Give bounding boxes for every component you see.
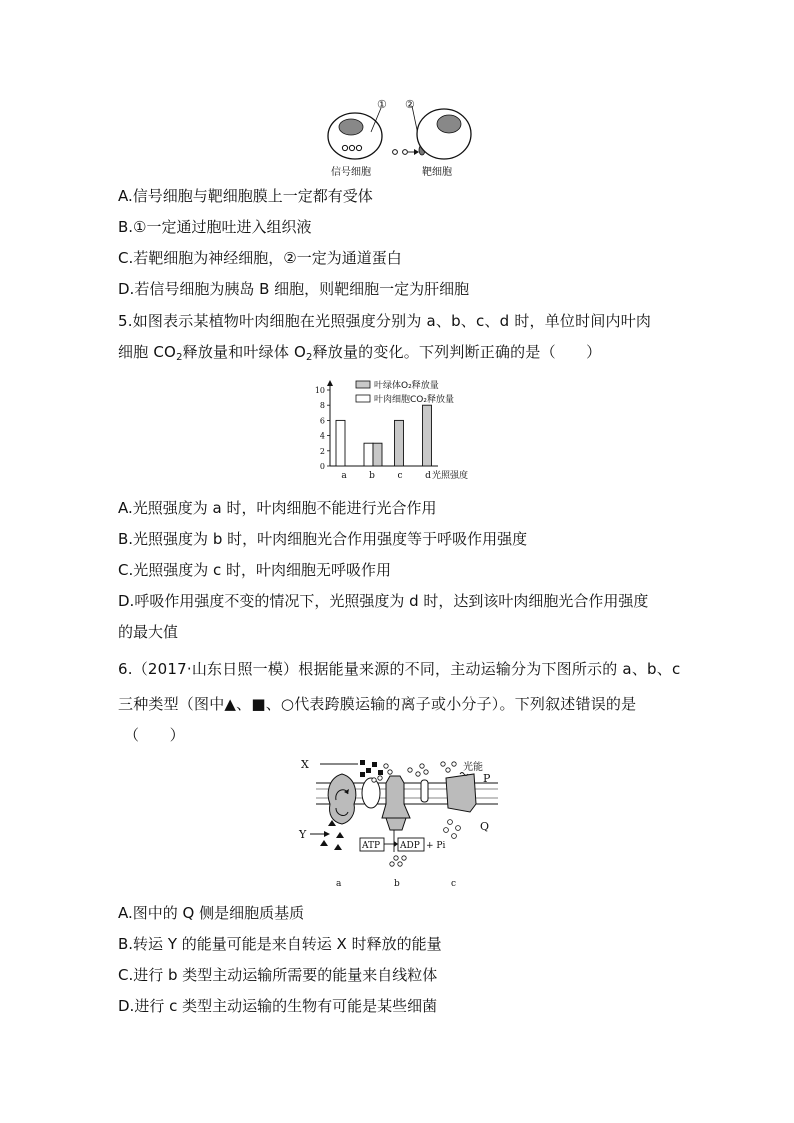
label-light-energy: 光能 [463, 762, 483, 773]
q6-stem-line2: 三种类型（图中▲、■、○代表跨膜运输的离子或小分子）。下列叙述错误的是 [118, 695, 637, 713]
q4-option-d: D.若信号细胞为胰岛 B 细胞，则靶细胞一定为肝细胞 [118, 280, 470, 298]
label-type-c: c [451, 879, 457, 889]
x-axis-label: 光照强度 [432, 471, 469, 481]
legend-label-co2: 叶肉细胞CO₂释放量 [374, 395, 454, 405]
y-tick-label: 4 [319, 431, 325, 441]
q5-option-d: D.呼吸作用强度不变的情况下，光照强度为 d 时，达到该叶肉细胞光合作用强度 [118, 592, 649, 610]
x-tick-label: d [425, 471, 431, 481]
legend-swatch-o2 [356, 381, 370, 388]
bar-o2-c [395, 420, 404, 466]
x-tick-label: c [397, 471, 403, 481]
label-type-a: a [336, 879, 342, 889]
marker-1: ① [377, 98, 387, 111]
bar-o2-d [423, 405, 432, 466]
y-tick-label: 10 [314, 386, 325, 395]
x-tick-label: a [341, 471, 347, 481]
q5-stem-line2 [118, 342, 601, 368]
x-tick-label: b [369, 471, 375, 481]
bar-co2-b [364, 443, 373, 466]
y-axis-arrow [327, 380, 333, 386]
q4-option-c: C.若靶细胞为神经细胞，②一定为通道蛋白 [118, 249, 402, 267]
q5-stem-part: 释放量和叶绿体 O [182, 343, 307, 361]
q5-option-c: C.光照强度为 c 时，叶肉细胞无呼吸作用 [118, 561, 392, 579]
label-pi: + Pi [426, 841, 446, 851]
y-tick-label: 0 [319, 462, 325, 471]
target-cell-label: 靶细胞 [422, 167, 452, 178]
q6-stem-line1: 6.（2017·山东日照一模）根据能量来源的不同，主动运输分为下图所示的 a、b、c [118, 660, 681, 678]
cell-signaling-figure [325, 96, 475, 178]
q5-stem-line1: 5.如图表示某植物叶肉细胞在光照强度分别为 a、b、c、d 时，单位时间内叶肉 [118, 312, 652, 330]
label-x: X [301, 758, 309, 771]
q4-option-a: A.信号细胞与靶细胞膜上一定都有受体 [118, 187, 373, 205]
y-tick-label: 6 [319, 416, 325, 426]
legend-swatch-co2 [356, 395, 370, 402]
bar-o2-b [373, 443, 382, 466]
bar-co2-a [336, 420, 345, 466]
label-type-b: b [394, 879, 400, 889]
label-q: Q [480, 820, 490, 833]
q6-option-b: B.转运 Y 的能量可能是来自转运 X 时释放的能量 [118, 935, 442, 953]
y-tick-label: 8 [319, 401, 325, 411]
membrane-transport-figure [298, 756, 504, 892]
q5-option-b: B.光照强度为 b 时，叶肉细胞光合作用强度等于呼吸作用强度 [118, 530, 528, 548]
q5-subscript: 2 [176, 352, 183, 363]
q5-subscript: 2 [306, 352, 313, 363]
y-tick-label: 2 [319, 446, 325, 456]
q6-stem-line3: （ ） [124, 726, 185, 744]
q5-stem-part: 释放量的变化。下列判断正确的是（ ） [312, 343, 602, 361]
label-p: P [483, 772, 491, 785]
q5-option-d-cont: 的最大值 [118, 623, 179, 641]
signal-cell-label: 信号细胞 [331, 167, 371, 178]
bar-chart [310, 376, 490, 484]
q4-option-b: B.①一定通过胞吐进入组织液 [118, 218, 312, 236]
q5-stem-part: 细胞 CO [118, 343, 177, 361]
label-atp: ATP [362, 841, 381, 851]
label-y: Y [299, 828, 307, 841]
label-adp: ADP [400, 841, 420, 851]
marker-2: ② [405, 98, 415, 111]
q6-option-c: C.进行 b 类型主动运输所需要的能量来自线粒体 [118, 966, 438, 984]
q6-option-a: A.图中的 Q 侧是细胞质基质 [118, 904, 305, 922]
q6-option-d: D.进行 c 类型主动运输的生物有可能是某些细菌 [118, 997, 438, 1015]
q5-option-a: A.光照强度为 a 时，叶肉细胞不能进行光合作用 [118, 499, 437, 517]
legend-label-o2: 叶绿体O₂释放量 [374, 381, 439, 391]
